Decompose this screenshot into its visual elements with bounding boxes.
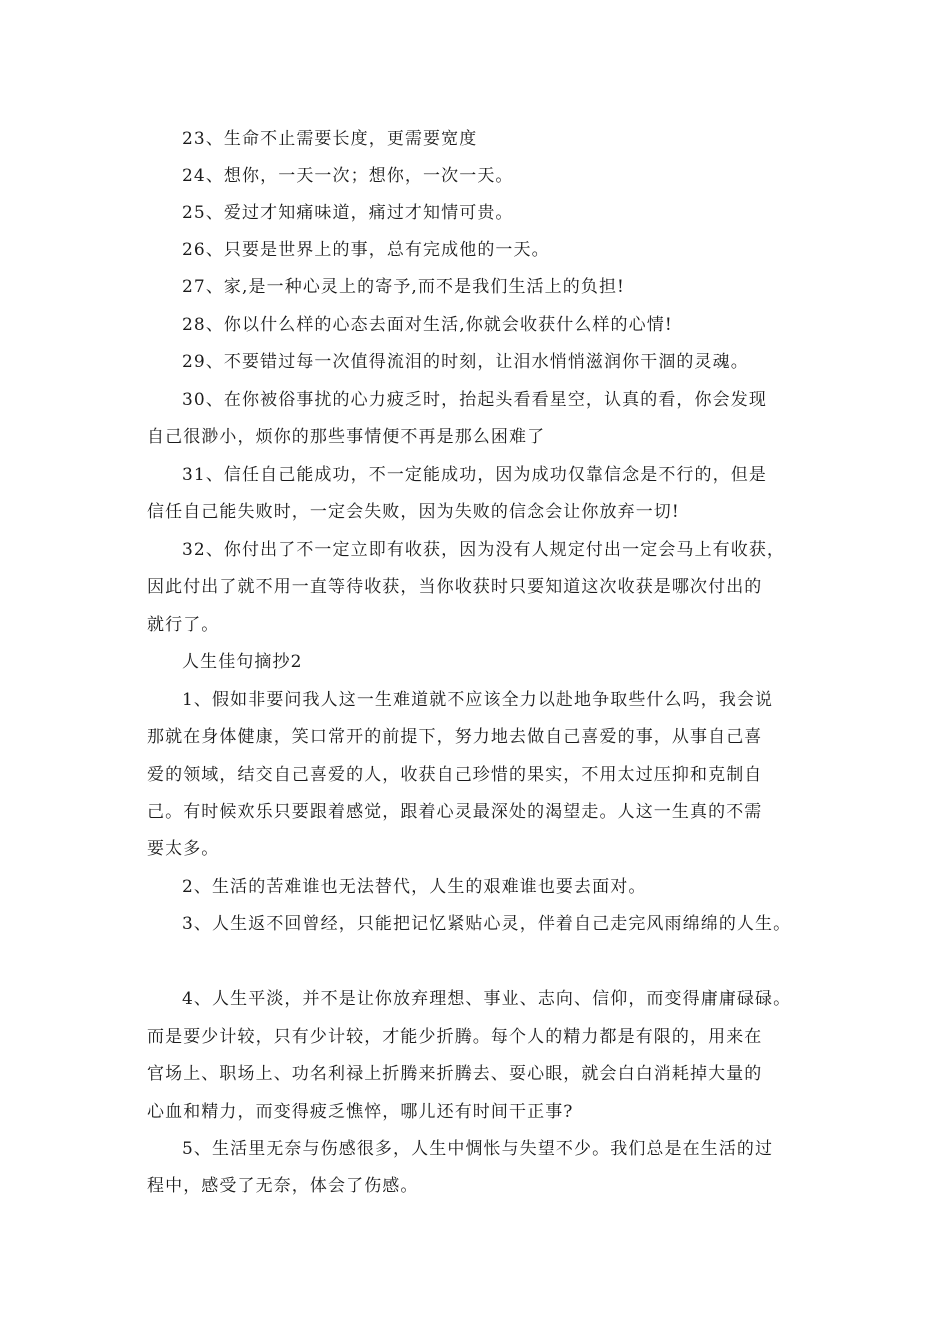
- text-line: 信任自己能失败时，一定会失败，因为失败的信念会让你放弃一切!: [147, 502, 680, 522]
- text-line: 3、人生返不回曾经，只能把记忆紧贴心灵，伴着自己走完风雨绵绵的人生。: [182, 914, 792, 934]
- text-line: 那就在身体健康，笑口常开的前提下，努力地去做自己喜爱的事，从事自己喜: [147, 727, 763, 747]
- text-line: 自己很渺小，烦你的那些事情便不再是那么困难了: [147, 427, 546, 447]
- text-line: 程中，感受了无奈，体会了伤感。: [147, 1176, 419, 1196]
- text-line: 4、人生平淡，并不是让你放弃理想、事业、志向、信仰，而变得庸庸碌碌。: [182, 989, 792, 1009]
- text-line: 30、在你被俗事扰的心力疲乏时，抬起头看看星空，认真的看，你会发现: [182, 390, 767, 410]
- text-line: 26、只要是世界上的事，总有完成他的一天。: [182, 240, 550, 260]
- text-line: 25、爱过才知痛味道，痛过才知情可贵。: [182, 203, 514, 223]
- text-line: 5、生活里无奈与伤感很多，人生中惆怅与失望不少。我们总是在生活的过: [182, 1139, 774, 1159]
- text-line: 29、不要错过每一次值得流泪的时刻，让泪水悄悄滋润你干涸的灵魂。: [182, 352, 749, 372]
- text-line: 因此付出了就不用一直等待收获，当你收获时只要知道这次收获是哪次付出的: [147, 577, 763, 597]
- section-heading: 人生佳句摘抄2: [182, 652, 303, 672]
- text-line: 24、想你，一天一次；想你，一次一天。: [182, 166, 514, 186]
- text-line: 27、家,是一种心灵上的寄予,而不是我们生活上的负担!: [182, 277, 625, 297]
- text-line: 31、信任自己能成功，不一定能成功，因为成功仅靠信念是不行的，但是: [182, 465, 767, 485]
- text-line: 1、假如非要问我人这一生难道就不应该全力以赴地争取些什么吗，我会说: [182, 690, 774, 710]
- text-line: 而是要少计较，只有少计较，才能少折腾。每个人的精力都是有限的，用来在: [147, 1027, 763, 1047]
- text-line: 己。有时候欢乐只要跟着感觉，跟着心灵最深处的渴望走。人这一生真的不需: [147, 802, 763, 822]
- text-line: 要太多。: [147, 839, 220, 859]
- text-line: 2、生活的苦难谁也无法替代，人生的艰难谁也要去面对。: [182, 877, 647, 897]
- text-line: 心血和精力，而变得疲乏憔悴，哪儿还有时间干正事?: [147, 1102, 574, 1122]
- text-line: 爱的领域，结交自己喜爱的人，收获自己珍惜的果实，不用太过压抑和克制自: [147, 765, 763, 785]
- text-line: 就行了。: [147, 615, 220, 635]
- text-line: 32、你付出了不一定立即有收获，因为没有人规定付出一定会马上有收获，: [182, 540, 786, 560]
- text-line: 28、你以什么样的心态去面对生活,你就会收获什么样的心情!: [182, 315, 673, 335]
- text-line: 23、生命不止需要长度，更需要宽度: [182, 129, 478, 149]
- text-line: 官场上、职场上、功名利禄上折腾来折腾去、耍心眼，就会白白消耗掉大量的: [147, 1064, 763, 1084]
